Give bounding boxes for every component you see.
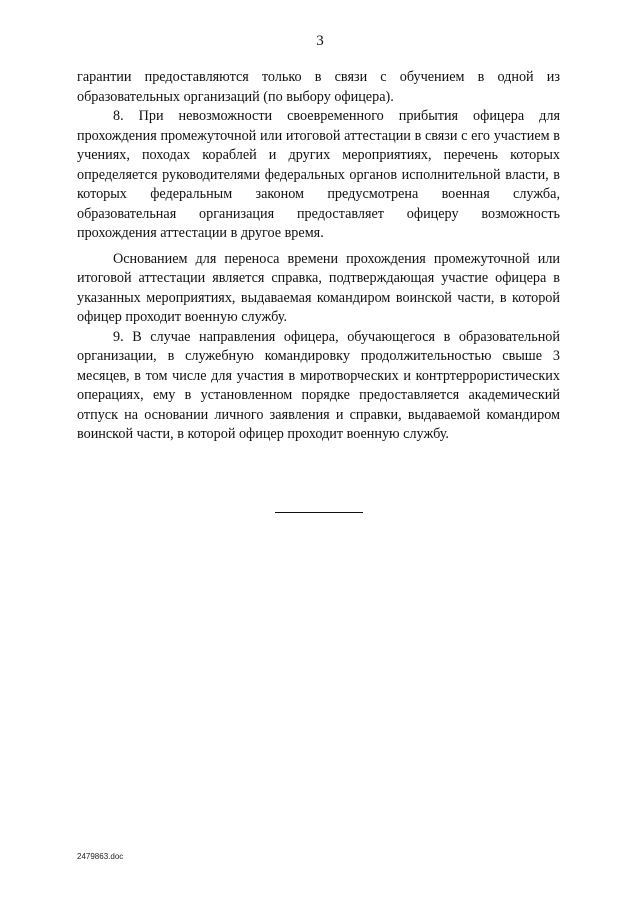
paragraph-grounds-for-rescheduling: Основанием для переноса времени прохождения промежуточной или итоговой аттестации является справка, подтверждающая участие офицера в указанных мероприятиях, выдаваемая командиром воинской части, в которой офицер проходит военную службу. [77,250,560,325]
paragraph-item-9: 9. В случае направления офицера, обучающегося в образовательной организации, в служебную командировку продолжительностью свыше 3 месяцев, в том числе для участия в миротворческих и контртеррористических операциях, ему в установленном порядке предоставляется академический отпуск на основании личного заявления и справки, выдаваемой командиром воинской части, в которой офицер проходит военную службу. [77,328,560,442]
footer-file-name: 2479863.doc [77,852,124,861]
end-of-text-separator [275,512,363,513]
paragraph-guarantees-continuation: гарантии предоставляются только в связи с обучением в одной из образовательных организаций (по выбору офицера). [77,69,560,105]
paragraph-item-8: 8. При невозможности своевременного прибытия офицера для прохождения промежуточной или итоговой аттестации в связи с его участием в учениях, походах кораблей и других мероприятиях, перечень которых определяется руководителями федеральных органов исполнительной власти, в которых федеральным законом предусмотрена военная служба, образовательная организация предоставляет офицеру возможность прохождения аттестации в другое время. [77,108,560,241]
document-body [77,68,560,445]
page-number: 3 [316,33,324,49]
